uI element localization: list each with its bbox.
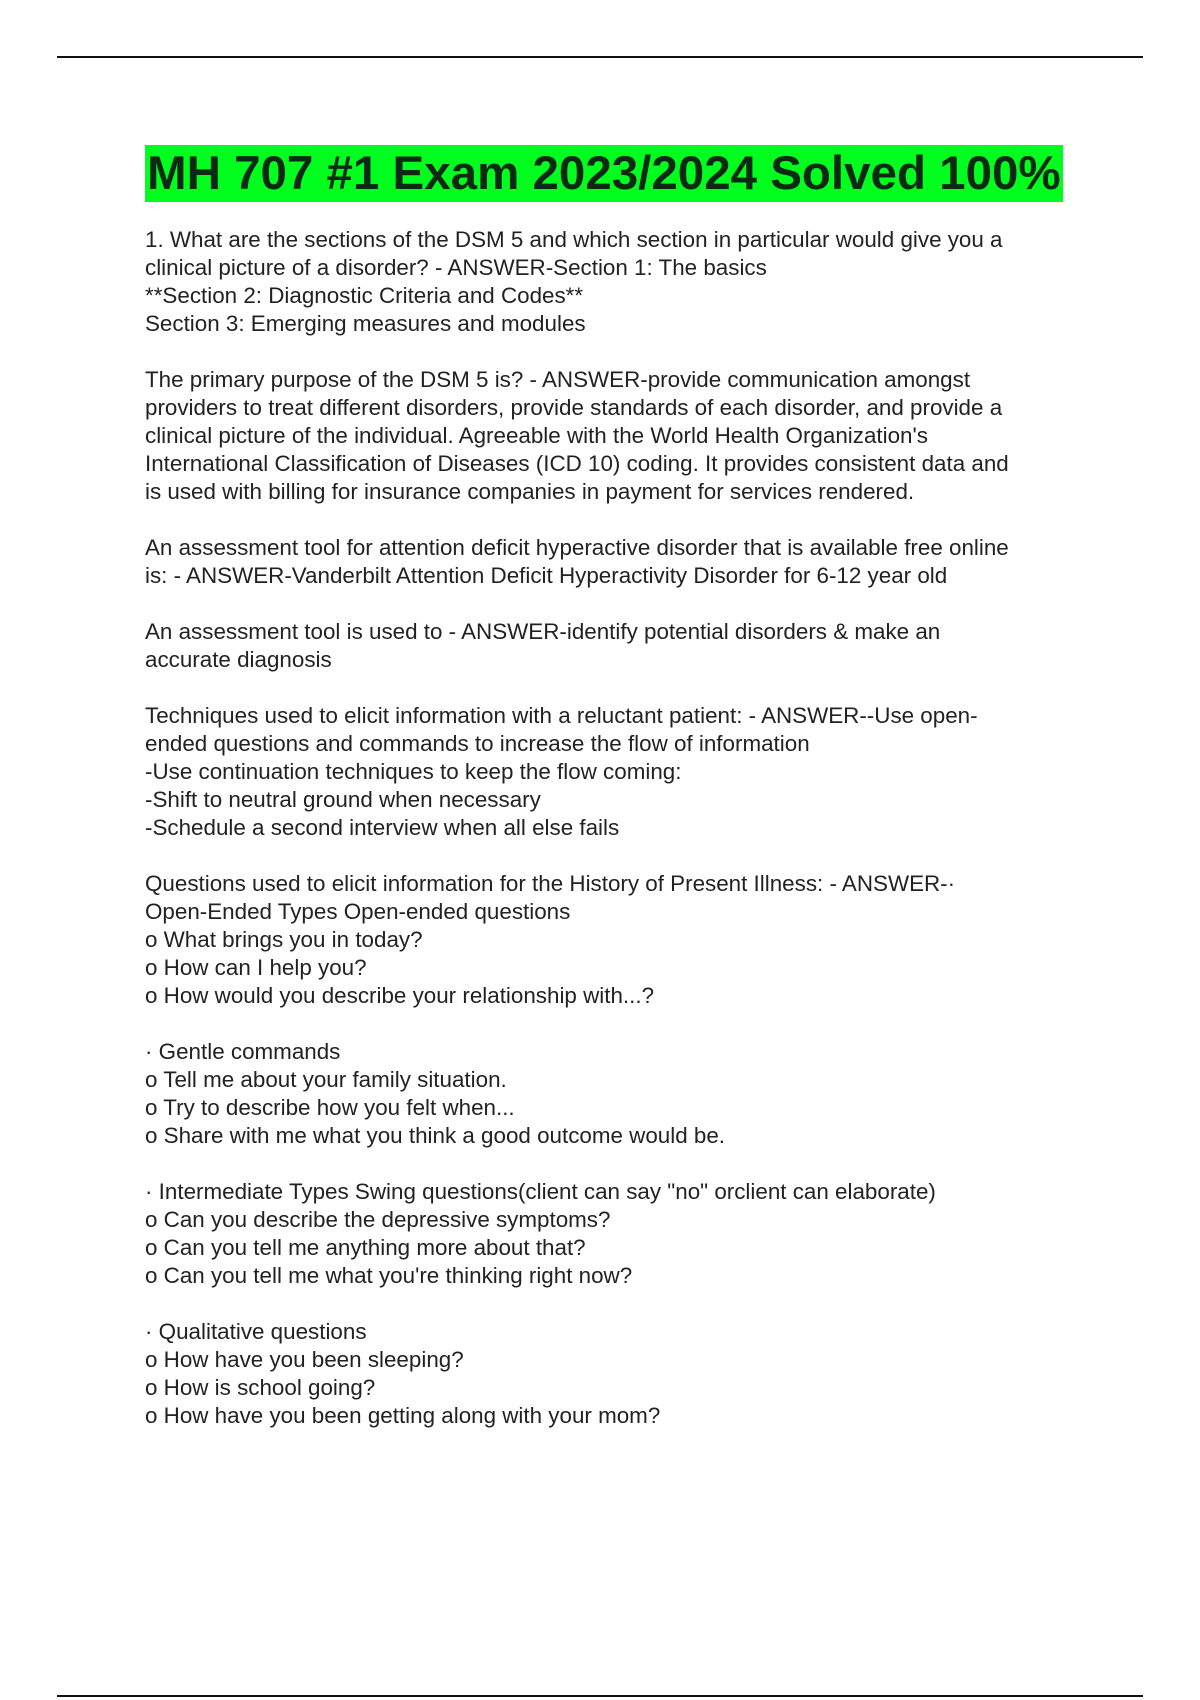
text-line: is used with billing for insurance companies in payment for services rendered. — [145, 479, 915, 504]
text-line: clinical picture of the individual. Agreeable with the World Health Organization's — [145, 423, 928, 448]
bottom-rule — [57, 1695, 1143, 1697]
qa-block-assessment-tool — [145, 618, 1080, 674]
text-line: Techniques used to elicit information with a reluctant patient: - ANSWER--Use open- — [145, 703, 978, 728]
qa-block-intermediate-types — [145, 1178, 1080, 1290]
text-line: is: - ANSWER-Vanderbilt Attention Deficit Hyperactivity Disorder for 6-12 year old — [145, 563, 948, 588]
text-line: **Section 2: Diagnostic Criteria and Codes** — [145, 283, 584, 308]
qa-block-gentle-commands — [145, 1038, 1080, 1150]
list-item: o How would you describe your relationship with...? — [145, 983, 655, 1008]
list-item: o Tell me about your family situation. — [145, 1067, 507, 1092]
document-body — [145, 145, 1080, 1458]
text-line: Open-Ended Types Open-ended questions — [145, 899, 571, 924]
qa-block-reluctant-patient — [145, 702, 1080, 842]
text-line: 1. What are the sections of the DSM 5 and which section in particular would give you a — [145, 227, 1003, 252]
list-item: o Can you tell me anything more about that? — [145, 1235, 586, 1260]
list-item: o Can you tell me what you're thinking right now? — [145, 1263, 633, 1288]
document-title: MH 707 #1 Exam 2023/2024 Solved 100% — [147, 147, 1061, 200]
list-item: o What brings you in today? — [145, 927, 423, 952]
text-line: accurate diagnosis — [145, 647, 332, 672]
list-heading: · Gentle commands — [145, 1039, 341, 1064]
text-line: An assessment tool for attention deficit hyperactive disorder that is available free online — [145, 535, 1009, 560]
list-item: o How is school going? — [145, 1375, 376, 1400]
text-line: -Schedule a second interview when all else fails — [145, 815, 620, 840]
list-item: o Share with me what you think a good outcome would be. — [145, 1123, 726, 1148]
list-item: o How have you been sleeping? — [145, 1347, 464, 1372]
qa-block-qualitative-questions — [145, 1318, 1080, 1430]
list-item: o Can you describe the depressive symptoms? — [145, 1207, 611, 1232]
text-line: An assessment tool is used to - ANSWER-identify potential disorders & make an — [145, 619, 941, 644]
qa-block-adhd-tool — [145, 534, 1080, 590]
qa-block-hpi-questions — [145, 870, 1080, 1010]
text-line: International Classification of Diseases (ICD 10) coding. It provides consistent data and — [145, 451, 1009, 476]
qa-block-dsm-purpose — [145, 366, 1080, 506]
list-item: o How have you been getting along with your mom? — [145, 1403, 661, 1428]
text-line: -Use continuation techniques to keep the flow coming: — [145, 759, 682, 784]
text-line: clinical picture of a disorder? - ANSWER-Section 1: The basics — [145, 255, 767, 280]
text-line: The primary purpose of the DSM 5 is? - ANSWER-provide communication amongst — [145, 367, 971, 392]
top-rule — [57, 56, 1143, 58]
qa-block-dsm-sections — [145, 226, 1080, 338]
list-item: o How can I help you? — [145, 955, 367, 980]
text-line: -Shift to neutral ground when necessary — [145, 787, 541, 812]
list-item: o Try to describe how you felt when... — [145, 1095, 515, 1120]
text-line: Section 3: Emerging measures and modules — [145, 311, 586, 336]
text-line: ended questions and commands to increase the flow of information — [145, 731, 810, 756]
list-heading: · Intermediate Types Swing questions(client can say "no" orclient can elaborate) — [145, 1179, 936, 1204]
list-heading: · Qualitative questions — [145, 1319, 367, 1344]
text-line: providers to treat different disorders, provide standards of each disorder, and provide a — [145, 395, 1003, 420]
text-line: Questions used to elicit information for the History of Present Illness: - ANSWER-· — [145, 871, 956, 896]
